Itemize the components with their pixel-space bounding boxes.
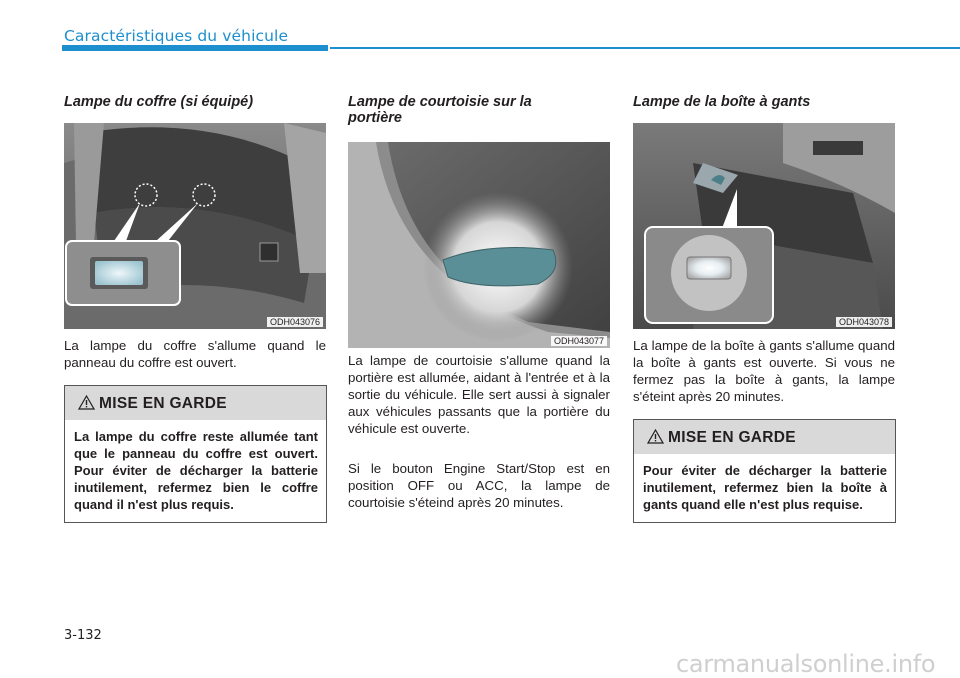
body-text: Si le bouton Engine Start/Stop est en position OFF ou ACC, la lampe de courtoisie s'éteind après 20 minutes.: [348, 461, 610, 510]
warning-triangle-icon: [647, 429, 664, 444]
figure-code: ODH043076: [267, 317, 323, 327]
warning-heading: MISE EN GARDE: [99, 395, 227, 412]
warning-box: [64, 385, 327, 523]
figure-door-courtesy-lamp: [348, 142, 610, 348]
warning-header: [65, 386, 326, 420]
page-number: 3-132: [64, 628, 102, 643]
warning-heading: MISE EN GARDE: [668, 429, 796, 446]
header-rule-thin: [330, 47, 960, 49]
warning-box: [633, 419, 896, 523]
body-text: La lampe du coffre s'allume quand le panneau du coffre est ouvert.: [64, 338, 326, 370]
body-text: La lampe de la boîte à gants s'allume quand la boîte à gants est ouverte. Si vous ne fermez pas la boîte à gants, la lampe s'éteint après 20 minutes.: [633, 338, 895, 404]
warning-triangle-icon: [78, 395, 95, 410]
figure-code: ODH043078: [836, 317, 892, 327]
door-lamp-illustration: [348, 142, 610, 348]
glovebox-illustration: [633, 123, 895, 329]
watermark: carmanualsonline.info: [676, 650, 936, 678]
header-rule-thick: [62, 45, 328, 51]
section-title-trunk-lamp: Lampe du coffre (si équipé): [64, 94, 254, 110]
trunk-illustration: [64, 123, 326, 329]
figure-glovebox-lamp: [633, 123, 895, 329]
warning-header: [634, 420, 895, 454]
body-text: La lampe de courtoisie s'allume quand la portière est allumée, aidant à l'entrée et à la sortie du véhicule. Elle sert aussi à signaler aux véhicules passants que la portière du véhicule est ouverte.: [348, 353, 610, 436]
warning-text: La lampe du coffre reste allumée tant que le panneau du coffre est ouvert. Pour éviter de décharger la batterie inutilement, refermez bien le coffre quand il n'est plus requis.: [74, 429, 318, 512]
section-title-glovebox-lamp: Lampe de la boîte à gants: [633, 94, 811, 110]
section-title-door-courtesy-lamp: Lampe de courtoisie sur la portière: [348, 94, 532, 126]
warning-text: Pour éviter de décharger la batterie inutilement, refermez bien la boîte à gants quand elle n'est plus requise.: [643, 463, 887, 512]
chapter-title: Caractéristiques du véhicule: [64, 27, 289, 45]
figure-code: ODH043077: [551, 336, 607, 346]
figure-trunk-lamp: [64, 123, 326, 329]
